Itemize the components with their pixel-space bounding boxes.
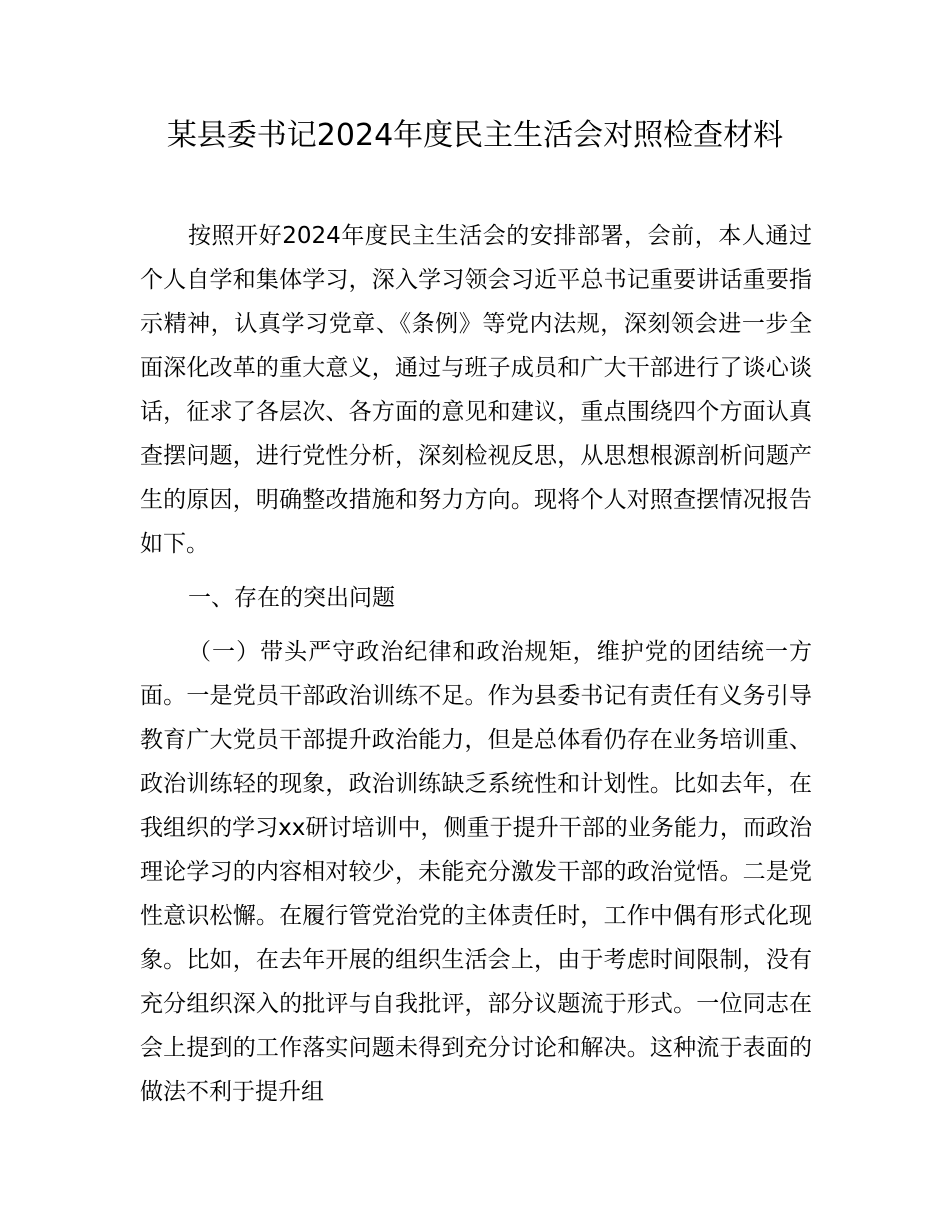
intro-paragraph: 按照开好2024年度民主生活会的安排部署，会前，本人通过个人自学和集体学习，深入学习领会习近平总书记重要讲话重要指示精神，认真学习党章、《条例》等党内法规，深刻领会进一步全面深化改革的重大意义，通过与班子成员和广大干部进行了谈心谈话，征求了各层次、各方面的意见和建议，重点围绕四个方面认真查摆问题，进行党性分析，深刻检视反思，从思想根源剖析问题产生的原因，明确整改措施和努力方向。现将个人对照查摆情况报告如下。 <box>140 223 812 557</box>
document-body <box>140 214 812 1114</box>
section-paragraph: （一）带头严守政治纪律和政治规矩，维护党的团结统一方面。一是党员干部政治训练不足。作为县委书记有责任有义务引导教育广大党员干部提升政治能力，但是总体看仍存在业务培训重、政治训练轻的现象，政治训练缺乏系统性和计划性。比如去年，在我组织的学习xx研讨培训中，侧重于提升干部的业务能力，而政治理论学习的内容相对较少，未能充分激发干部的政治觉悟。二是党性意识松懈。在履行管党治党的主体责任时，工作中偶有形式化现象。比如，在去年开展的组织生活会上，由于考虑时间限制，没有充分组织深入的批评与自我批评，部分议题流于形式。一位同志在会上提到的工作落实问题未得到充分讨论和解决。这种流于表面的做法不利于提升组 <box>140 639 812 1105</box>
section-heading: 一、存在的突出问题 <box>188 585 395 611</box>
document-title: 某县委书记2024年度民主生活会对照检查材料 <box>166 118 784 153</box>
